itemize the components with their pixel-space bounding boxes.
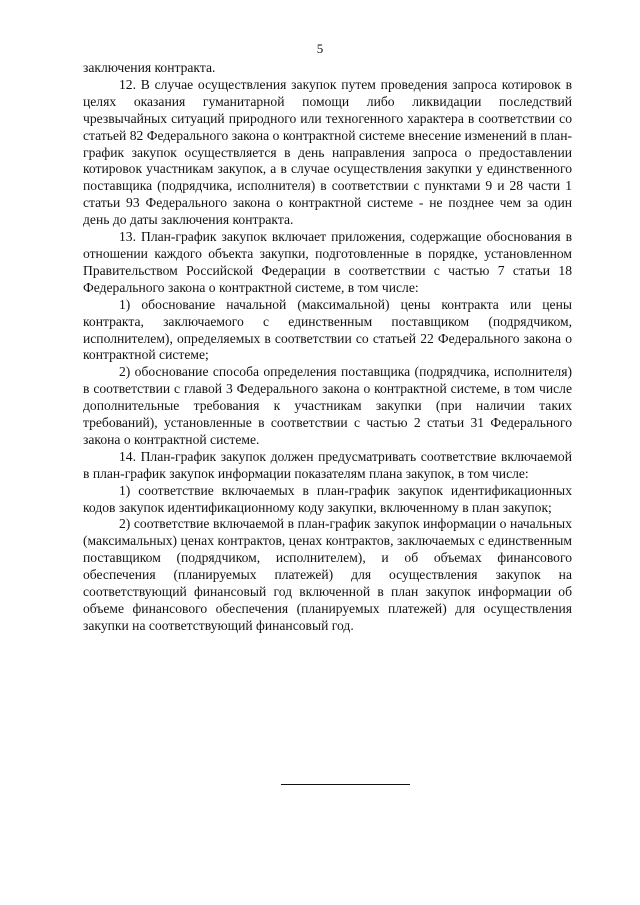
page-number: 5: [316, 41, 324, 56]
paragraph-12: 12. В случае осуществления закупок путем проведения запроса котировок в целях оказания гуманитарной помощи либо ликвидации последствий чрезвычайных ситуаций природного или техногенного характера в соответствии со статьей 82 Федерального закона о контрактной системе внесение изменений в план-график закупок осуществляется в день направления запроса о предоставлении котировок участникам закупок, а в случае осуществления закупки у единственного поставщика (подрядчика, исполнителя) в соответствии с пунктами 9 и 28 части 1 статьи 93 Федерального закона о контрактной системе - не позднее чем за один день до даты заключения контракта.: [83, 76, 572, 228]
paragraph-14-item-2: 2) соответствие включаемой в план-график закупок информации о начальных (максимальных) ценах контрактов, ценах контрактов, заключаемых с единственным поставщиком (подрядчиком, исполнителем), и об объемах финансового обеспечения (планируемых платежей) для осуществления закупок на соответствующий финансовый год включенной в план закупок информации об объеме финансового обеспечения (планируемых платежей) для осуществления закупки на соответствующий финансовый год.: [83, 516, 572, 633]
paragraph-continuation: заключения контракта.: [83, 60, 216, 75]
document-body: [83, 60, 572, 635]
paragraph-14: 14. План-график закупок должен предусматривать соответствие включаемой в план-график закупок информации показателям плана закупок, в том числе:: [83, 448, 572, 481]
end-of-document-rule: [281, 784, 410, 785]
paragraph-13-item-2: 2) обоснование способа определения поставщика (подрядчика, исполнителя) в соответствии с главой 3 Федерального закона о контрактной системе, в том числе дополнительные требования к участникам закупки (при наличии таких требований), установленные в соответствии с частью 2 статьи 31 Федерального закона о контрактной системе.: [83, 364, 572, 447]
paragraph-13-item-1: 1) обоснование начальной (максимальной) цены контракта или цены контракта, заключаемого с единственным поставщиком (подрядчиком, исполнителем), определяемых в соответствии со статьей 22 Федерального закона о контрактной системе;: [83, 296, 572, 363]
paragraph-14-item-1: 1) соответствие включаемых в план-график закупок идентификационных кодов закупок идентификационному коду закупки, включенному в план закупок;: [83, 482, 572, 515]
paragraph-13: 13. План-график закупок включает приложения, содержащие обоснования в отношении каждого объекта закупки, подготовленные в порядке, установленном Правительством Российской Федерации в соответствии с частью 7 статьи 18 Федерального закона о контрактной системе, в том числе:: [83, 229, 572, 295]
